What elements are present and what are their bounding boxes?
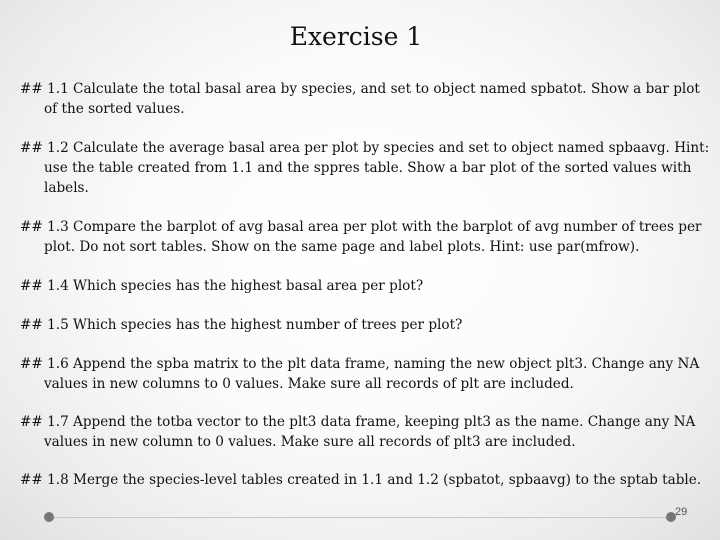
exercise-item-1-3: ## 1.3 Compare the barplot of avg basal area per plot with the barplot of avg number of trees per plot. Do not sort tables. Show on the same page and label plots. Hint: use par(mfrow).: [20, 219, 702, 255]
exercise-list: [20, 79, 710, 490]
page-number: 29: [675, 506, 688, 518]
exercise-item-1-2: ## 1.2 Calculate the average basal area per plot by species and set to object named spbaavg. Hint: use the table created from 1.1 and the sppres table. Show a bar plot of the sorted values with labels.: [20, 140, 710, 196]
exercise-item-1-1: ## 1.1 Calculate the total basal area by species, and set to object named spbatot. Show a bar plot of the sorted values.: [20, 81, 700, 117]
exercise-item-1-7: ## 1.7 Append the totba vector to the plt3 data frame, keeping plt3 as the name. Change any NA values in new column to 0 values. Make sure all records of plt3 are included.: [20, 414, 696, 450]
footer-left-dot-icon: [44, 512, 54, 522]
exercise-item-1-5: ## 1.5 Which species has the highest number of trees per plot?: [20, 317, 463, 333]
exercise-item-1-4: ## 1.4 Which species has the highest basal area per plot?: [20, 278, 424, 294]
exercise-item-1-6: ## 1.6 Append the spba matrix to the plt data frame, naming the new object plt3. Change any NA values in new columns to 0 values. Make sure all records of plt are included.: [20, 356, 700, 392]
footer-divider: [52, 517, 668, 518]
slide-title: Exercise 1: [289, 22, 423, 51]
exercise-item-1-8: ## 1.8 Merge the species-level tables created in 1.1 and 1.2 (spbatot, spbaavg) to the sptab table.: [20, 472, 702, 488]
